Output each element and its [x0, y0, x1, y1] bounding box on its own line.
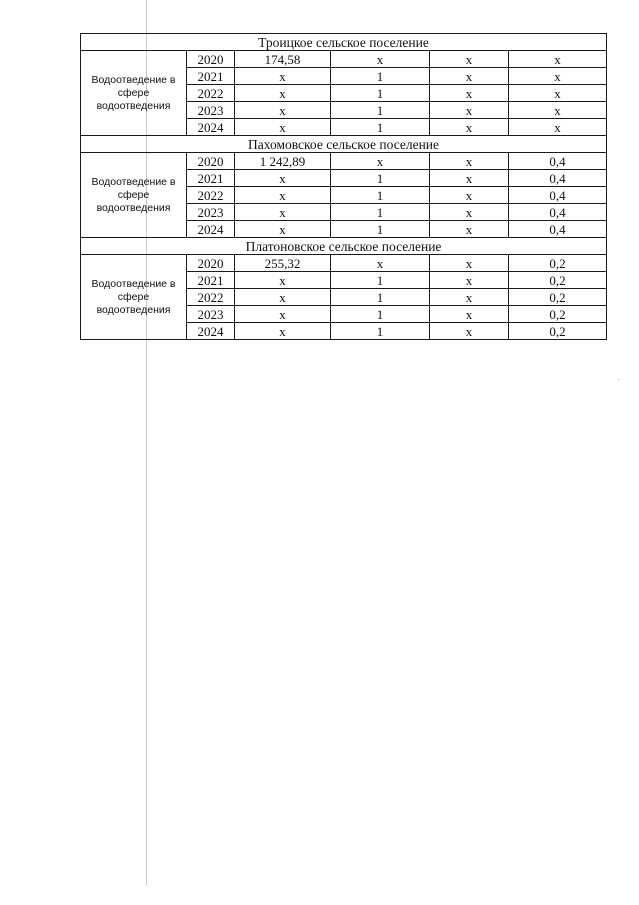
section-title: Платоновское сельское поселение [81, 238, 607, 255]
year-cell: 2023 [187, 306, 235, 323]
service-label: Водоотведение в сфере водоотведения [81, 255, 187, 340]
year-cell: 2021 [187, 170, 235, 187]
value-cell-1: 1 242,89 [235, 153, 331, 170]
value-cell-2: 1 [331, 306, 430, 323]
value-cell-2: 1 [331, 289, 430, 306]
value-cell-1: х [235, 272, 331, 289]
value-cell-1: х [235, 289, 331, 306]
year-cell: 2020 [187, 51, 235, 68]
table-body [81, 34, 607, 340]
value-cell-3: х [430, 204, 509, 221]
section-header-row [81, 136, 607, 153]
value-cell-4: 0,2 [509, 306, 607, 323]
value-cell-3: х [430, 102, 509, 119]
value-cell-4: х [509, 68, 607, 85]
service-label: Водоотведение в сфере водоотведения [81, 153, 187, 238]
year-cell: 2023 [187, 102, 235, 119]
value-cell-2: 1 [331, 119, 430, 136]
value-cell-2: 1 [331, 221, 430, 238]
value-cell-3: х [430, 187, 509, 204]
value-cell-3: х [430, 221, 509, 238]
value-cell-3: х [430, 289, 509, 306]
value-cell-1: х [235, 204, 331, 221]
year-cell: 2022 [187, 85, 235, 102]
value-cell-4: х [509, 51, 607, 68]
value-cell-4: 0,4 [509, 204, 607, 221]
value-cell-4: 0,4 [509, 221, 607, 238]
year-cell: 2021 [187, 68, 235, 85]
value-cell-4: х [509, 85, 607, 102]
value-cell-2: 1 [331, 68, 430, 85]
value-cell-4: 0,2 [509, 323, 607, 340]
value-cell-2: х [331, 153, 430, 170]
value-cell-1: х [235, 221, 331, 238]
value-cell-2: х [331, 255, 430, 272]
value-cell-1: 255,32 [235, 255, 331, 272]
value-cell-1: х [235, 323, 331, 340]
value-cell-3: х [430, 323, 509, 340]
value-cell-2: 1 [331, 204, 430, 221]
value-cell-2: 1 [331, 170, 430, 187]
value-cell-3: х [430, 153, 509, 170]
table-row [81, 153, 607, 170]
value-cell-3: х [430, 272, 509, 289]
value-cell-2: х [331, 51, 430, 68]
service-label: Водоотведение в сфере водоотведения [81, 51, 187, 136]
year-cell: 2024 [187, 221, 235, 238]
section-header-row [81, 34, 607, 51]
year-cell: 2022 [187, 289, 235, 306]
value-cell-3: х [430, 255, 509, 272]
value-cell-2: 1 [331, 102, 430, 119]
value-cell-2: 1 [331, 272, 430, 289]
value-cell-4: 0,4 [509, 153, 607, 170]
year-cell: 2024 [187, 323, 235, 340]
value-cell-1: х [235, 102, 331, 119]
value-cell-2: 1 [331, 323, 430, 340]
year-cell: 2020 [187, 255, 235, 272]
value-cell-1: х [235, 68, 331, 85]
value-cell-4: х [509, 119, 607, 136]
value-cell-4: 0,4 [509, 170, 607, 187]
value-cell-1: 174,58 [235, 51, 331, 68]
value-cell-3: х [430, 119, 509, 136]
year-cell: 2023 [187, 204, 235, 221]
scan-speck [618, 379, 619, 380]
section-title: Пахомовское сельское поселение [81, 136, 607, 153]
section-title: Троицкое сельское поселение [81, 34, 607, 51]
value-cell-3: х [430, 85, 509, 102]
value-cell-4: х [509, 102, 607, 119]
value-cell-1: х [235, 187, 331, 204]
value-cell-3: х [430, 51, 509, 68]
value-cell-2: 1 [331, 85, 430, 102]
value-cell-3: х [430, 68, 509, 85]
table-row [81, 255, 607, 272]
value-cell-1: х [235, 85, 331, 102]
year-cell: 2021 [187, 272, 235, 289]
value-cell-4: 0,2 [509, 272, 607, 289]
value-cell-3: х [430, 306, 509, 323]
settlement-table [80, 33, 607, 340]
section-header-row [81, 238, 607, 255]
value-cell-1: х [235, 306, 331, 323]
value-cell-4: 0,2 [509, 289, 607, 306]
value-cell-2: 1 [331, 187, 430, 204]
year-cell: 2024 [187, 119, 235, 136]
year-cell: 2022 [187, 187, 235, 204]
value-cell-1: х [235, 170, 331, 187]
value-cell-4: 0,2 [509, 255, 607, 272]
value-cell-3: х [430, 170, 509, 187]
value-cell-4: 0,4 [509, 187, 607, 204]
year-cell: 2020 [187, 153, 235, 170]
value-cell-1: х [235, 119, 331, 136]
table-row [81, 51, 607, 68]
